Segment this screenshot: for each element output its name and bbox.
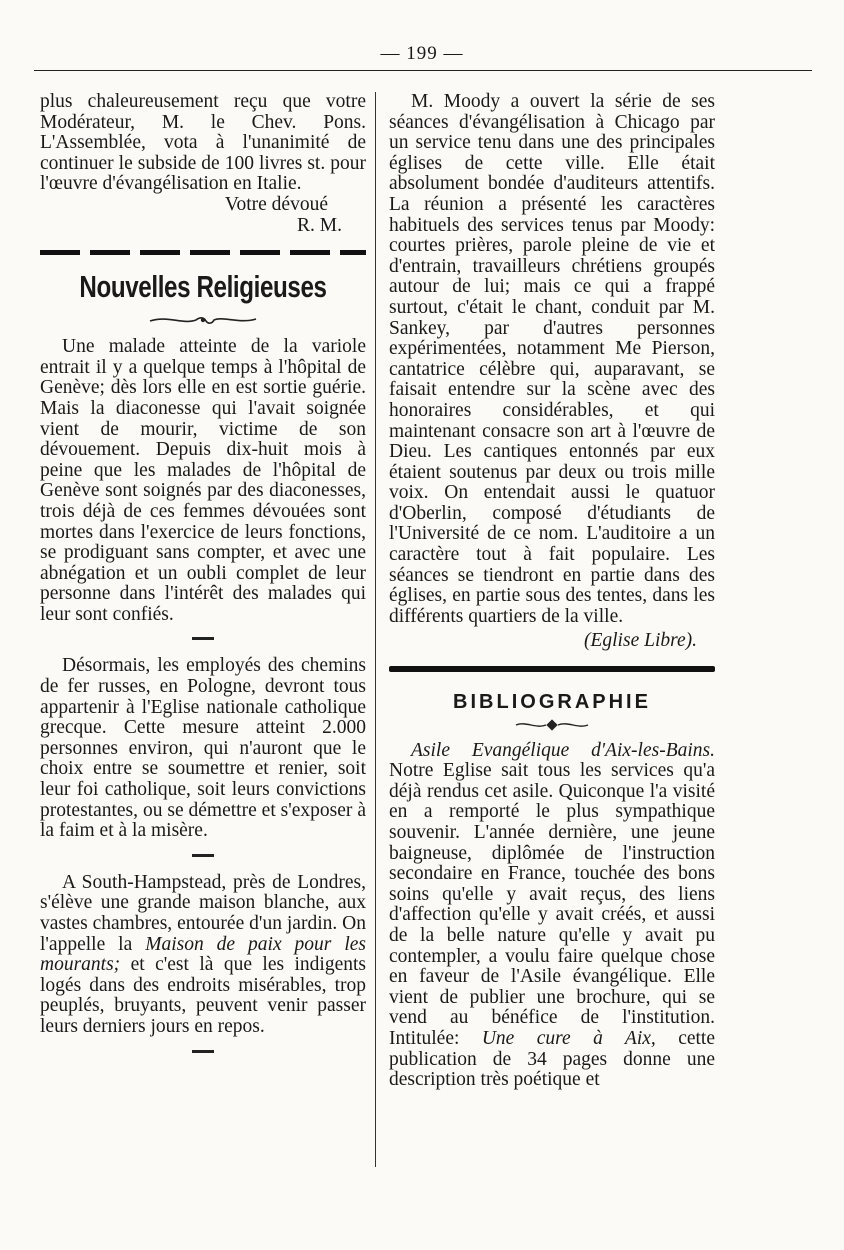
right-paragraph-1: M. Moody a ouvert la série de ses séances d'évangélisation à Chicago par un service tenu dans une des principales églises de cette ville. Elle était absolument bondée d'auditeurs attentifs. La réunion a présenté les caractères habituels des services tenus par Moody: courtes prières, parole pleine de vie et d'entrain, travailleurs chrétiens groupés autour de lui; mais ce qui a frappé surtout, c'était le chant, conduit par M. Sankey, par d'autres personnes expérimentées, notamment Me Pierson, cantatrice célèbre qui, auparavant, se faisait entendre sur la scène avec des honoraires considérables, et qui maintenant consacre son art à l'œuvre de Dieu. Les cantiques entonnés par eux étaient soutenus par deux ou trois mille voix. On entendait aussi le quatuor d'Oberlin, composé d'étudiants de l'Université de ce nom. L'auditoire a un caractère tout à fait populaire. Les séances se tiendront en partie dans des églises, en partie sous des tentes, dans les différents quartiers de la ville. <box>389 91 715 627</box>
small-ornament <box>512 719 592 731</box>
right-column <box>389 92 715 1091</box>
emphasis-asile: Asile Evangélique d'Aix-les-Bains. <box>411 739 715 761</box>
bibliography-title: BIBLIOGRAPHIE <box>453 691 651 714</box>
page-number: — 199 — <box>380 43 464 64</box>
emphasis-cure: Une cure à Aix, <box>481 1027 656 1049</box>
signature-line-1: Votre dévoué <box>224 193 328 215</box>
right-paragraph-2: Asile Evangélique d'Aix-les-Bains. Notre Eglise sait tous les services qu'a déjà rendus cet asile. Quiconque l'a visité en a remporté le plus sympathique souvenir. L'année dernière, une jeune baigneuse, diplômée de l'instruction secondaire en France, touchée des bons soins qu'elle y avait reçus, des liens d'affection qu'elle y avait créés, et aussi de la belle nature qu'elle y avait pu contempler, a voulu faire quelque chose en faveur de l'Asile évangélique. Elle vient de publier une brochure, qui se vend au bénéfice de l'institution. Intitulée: Une cure à Aix, cette publication de 34 pages donne une description très poétique et <box>389 739 715 1091</box>
left-column <box>40 92 366 1069</box>
flourish-ornament <box>148 313 258 327</box>
signature-line-2: R. M. <box>297 214 342 236</box>
left-paragraph-4: A South-Hampstead, près de Londres, s'élève une grande maison blanche, aux vastes chambres, entourée d'un jardin. On l'appelle la Maison de paix pour les mourants; et c'est là que les indigents logés dans des endroits misérables, trop peuplés, bruyants, peuvent venir passer leurs derniers jours en repos. <box>40 871 366 1037</box>
left-paragraph-1: plus chaleureusement reçu que votre Modérateur, M. le Chev. Pons. L'Assemblée, vota à l'unanimité de continuer le subside de 100 livres st. pour l'œuvre d'évangélisation en Italie. <box>40 91 366 195</box>
emphasis-maison: Maison de paix pour les mourants; <box>40 933 366 976</box>
column-divider <box>375 92 376 1167</box>
source-citation: (Eglise Libre). <box>583 630 697 652</box>
short-separator-1 <box>192 637 214 640</box>
left-paragraph-2: Une malade atteinte de la variole entrait il y a quelque temps à l'hôpital de Genève; dès lors elle en est sortie guérie. Mais la diaconesse qui l'avait soignée vient de mourir, victime de son dévouement. Depuis dix-huit mois à peine que les malades de l'hôpital de Genève sont soignés par des diaconesses, trois déjà de ces femmes dévouées sont mortes dans l'exercice de leurs fonctions, se prodiguant sans compter, et avec une abnégation et un oubli complet de leur personne dans l'intérêt des malades qui leur sont confiés. <box>40 336 366 625</box>
section-title: Nouvelles Religieuses <box>79 269 327 305</box>
short-separator-2 <box>192 854 214 857</box>
left-paragraph-3: Désormais, les employés des chemins de fer russes, en Pologne, devront tous appartenir à l'Eglise nationale catholique grecque. Cette mesure atteint 2.000 personnes environ, qui n'auront que le choix entre se soumettre et renier, soit leur foi catholique, soit leurs convictions protestantes, ou se démettre et s'exposer à la faim et à la misère. <box>40 655 366 842</box>
short-separator-3 <box>192 1050 214 1053</box>
header-rule <box>34 70 812 71</box>
thick-separator <box>389 666 715 672</box>
dashed-separator <box>40 250 366 255</box>
